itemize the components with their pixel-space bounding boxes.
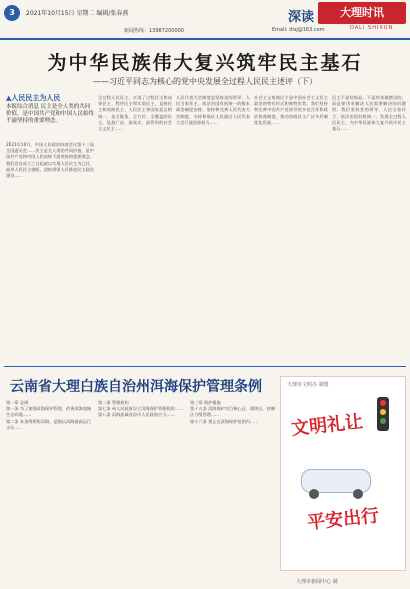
section-keyword: 深读 (288, 10, 315, 25)
article-column-4: 社会主义协商民主是中国社会主义民主政治的特有形式和独特优势。我们坚持和完善中国共产党领导的多党合作和政治协商制度，推动协商民主广泛多层制度化发展…… (254, 95, 328, 125)
main-subheadline: ——习近平同志为核心的党中央发展全过程人民民主述评（下） (93, 77, 317, 86)
regulation-column-1: 第一章 总则 第一条 为了加强洱海保护管理，改善洱海流域生态环境…… 第二条 本条例所称洱海，是指以洱海最高运行水位…… (6, 400, 92, 430)
regulation-column-2: 第二章 管理机构 第七条 州人民政府设立洱海保护管理机构…… 第八条 洱海流域各县市人民政府应当…… (98, 400, 184, 418)
article-column-1: 2021年10月，中国人民政治协商会议第十三届全国委员会……民主是全人类的共同价值，是中国共产党和中国人民始终不渝坚持的重要理念。我们党自成立之日起就以实现人民民主为己任，高举人民民主旗帜，团结带领人民推进民主政治建设…… (6, 142, 94, 179)
public-service-poster (280, 376, 406, 571)
car-wheel-icon (309, 489, 319, 499)
page-number-badge: 3 (4, 5, 20, 21)
poster-caption: 大理市文明办 制图 (287, 382, 329, 388)
page-footer: 大理市新闻中心 制 (296, 579, 338, 585)
article-column-5: 民主不是装饰品，不是用来做摆设的，而是要用来解决人民需要解决的问题的。我们坚持党的领导、人民当家作主、依法治国有机统一，发展全过程人民民主，为中华民族伟大复兴筑牢民主基石…… (332, 95, 406, 132)
news-hotline: 新闻热线：13987200000 (124, 28, 184, 34)
newspaper-logo-en: DALI SHIXUN (350, 25, 394, 31)
contact-email: Email: dlsj@163.com (272, 27, 325, 33)
lead-title: ▲人民民主为人民 (6, 94, 61, 102)
car-wheel-icon (353, 489, 363, 499)
traffic-light-icon (377, 397, 389, 431)
newspaper-logo: 大理时讯 (318, 2, 406, 24)
article-column-2: 全过程人民民主，实现了过程民主和成果民主、程序民主和实质民主、直接民主和间接民主、人民民主和国家意志相统一，是全链条、全方位、全覆盖的民主，是最广泛、最真实、最管用的社会主义民主…… (98, 95, 172, 132)
section-divider (4, 366, 406, 367)
main-headline: 为中华民族伟大复兴筑牢民主基石 (47, 52, 363, 74)
regulation-column-3: 第三章 保护措施 第十五条 洱海保护实行核心区、缓冲区、控制区分级管理…… 第十六条 禁止在洱海保护范围内…… (190, 400, 276, 424)
poster-slogan-2: 平安出行 (306, 505, 381, 534)
issue-date: 2021年10月15日 星期二 编辑/张春燕 (26, 10, 129, 17)
page-header (0, 0, 410, 40)
lead-box (6, 95, 94, 140)
article-column-3: 人民代表大会制度是坚持党的领导、人民当家作主、依法治国有机统一的根本政治制度安排。坚持和完善人民代表大会制度，支持和保证人民通过人民代表大会行使国家权力…… (176, 95, 250, 125)
regulation-title: 云南省大理白族自治州洱海保护管理条例 (10, 379, 262, 395)
lead-text: 本报综合消息 民主是全人类的共同价值，是中国共产党和中国人民始终不渝坚持的重要理念。 (6, 104, 95, 124)
poster-slogan-1: 文明礼让 (290, 411, 365, 440)
